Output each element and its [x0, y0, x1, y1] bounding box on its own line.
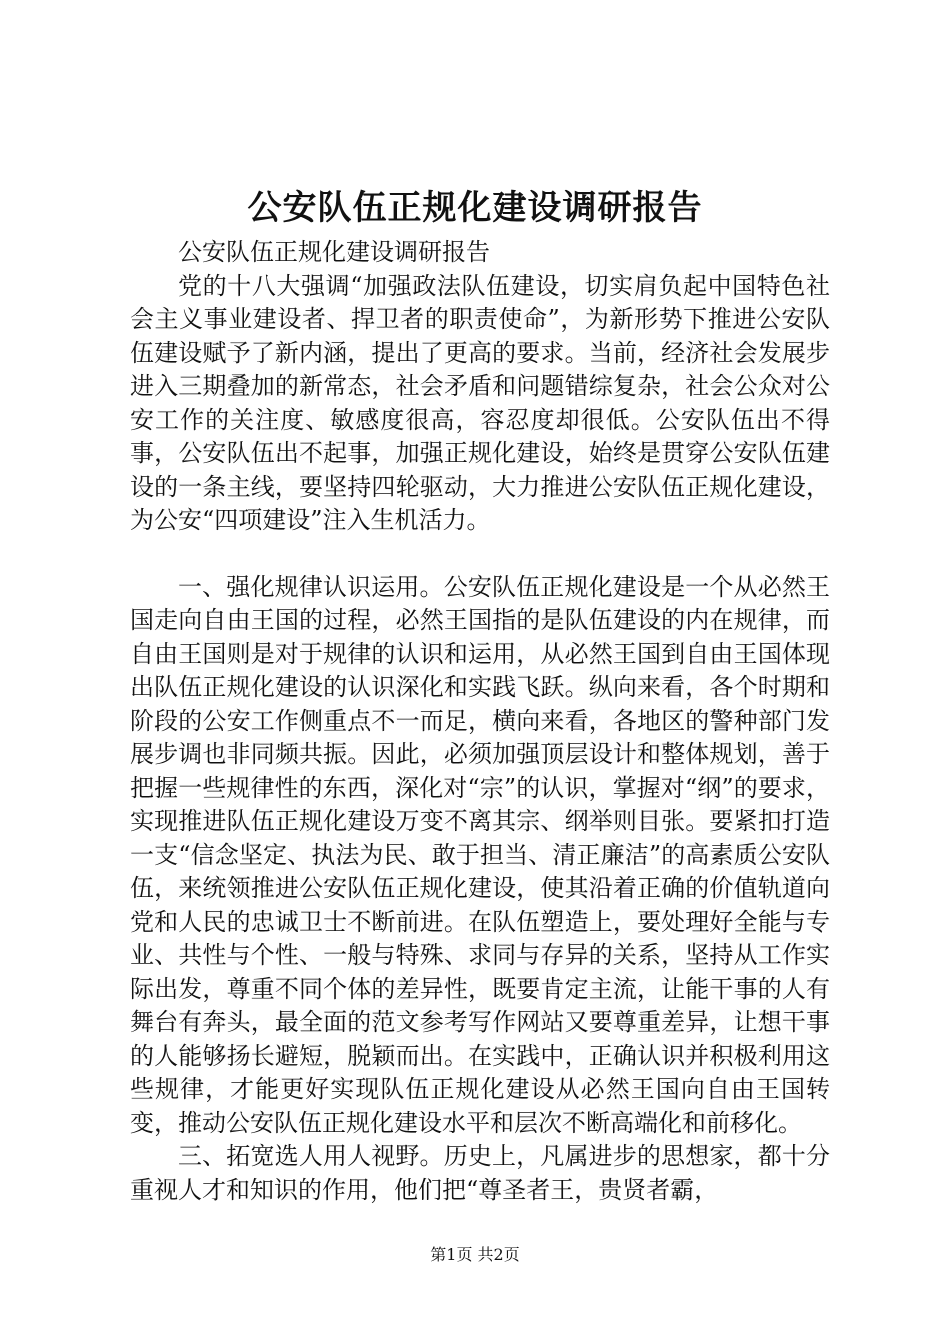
- paragraph-section-one: 一、强化规律认识运用。公安队伍正规化建设是一个从必然王国走向自由王国的过程，必然王国指的是队伍建设的内在规律，而自由王国则是对于规律的认识和运用，从必然王国到自由王国体现出队伍正规化建设的认识深化和实践飞跃。纵向来看，各个时期和阶段的公安工作侧重点不一而足，横向来看，各地区的警种部门发展步调也非同频共振。因此，必须加强顶层设计和整体规划，善于把握一些规律性的东西，深化对“宗”的认识，掌握对“纲”的要求，实现推进队伍正规化建设万变不离其宗、纲举则目张。要紧扣打造一支“信念坚定、执法为民、敢于担当、清正廉洁”的高素质公安队伍，来统领推进公安队伍正规化建设，使其沿着正确的价值轨道向党和人民的忠诚卫士不断前进。在队伍塑造上，要处理好全能与专业、共性与个性、一般与特殊、求同与存异的关系，坚持从工作实际出发，尊重不同个体的差异性，既要肯定主流，让能干事的人有舞台有奔头，最全面的范文参考写作网站又要尊重差异，让想干事的人能够扬长避短，脱颖而出。在实践中，正确认识并积极利用这些规律，才能更好实现队伍正规化建设从必然王国向自由王国转变，推动公安队伍正规化建设水平和层次不断高端化和前移化。: [130, 572, 830, 1137]
- paragraph-subtitle: 公安队伍正规化建设调研报告: [178, 238, 490, 266]
- paragraph-intro: 党的十八大强调“加强政法队伍建设，切实肩负起中国特色社会主义事业建设者、捍卫者的职责使命”，为新形势下推进公安队伍建设赋予了新内涵，提出了更高的要求。当前，经济社会发展步进入三期叠加的新常态，社会矛盾和问题错综复杂，社会公众对公安工作的关注度、敏感度很高，容忍度却很低。公安队伍出不得事，公安队伍出不起事，加强正规化建设，始终是贯穿公安队伍建设的一条主线，要坚持四轮驱动，大力推进公安队伍正规化建设，为公安“四项建设”注入生机活力。: [130, 271, 830, 534]
- document-title: 公安队伍正规化建设调研报告: [247, 188, 703, 228]
- paragraph-section-three: 三、拓宽选人用人视野。历史上，凡属进步的思想家，都十分重视人才和知识的作用，他们把“尊圣者王，贵贤者霸，: [130, 1142, 830, 1204]
- document-body: [130, 236, 830, 1207]
- page-footer: 第1页 共2页: [430, 1245, 520, 1264]
